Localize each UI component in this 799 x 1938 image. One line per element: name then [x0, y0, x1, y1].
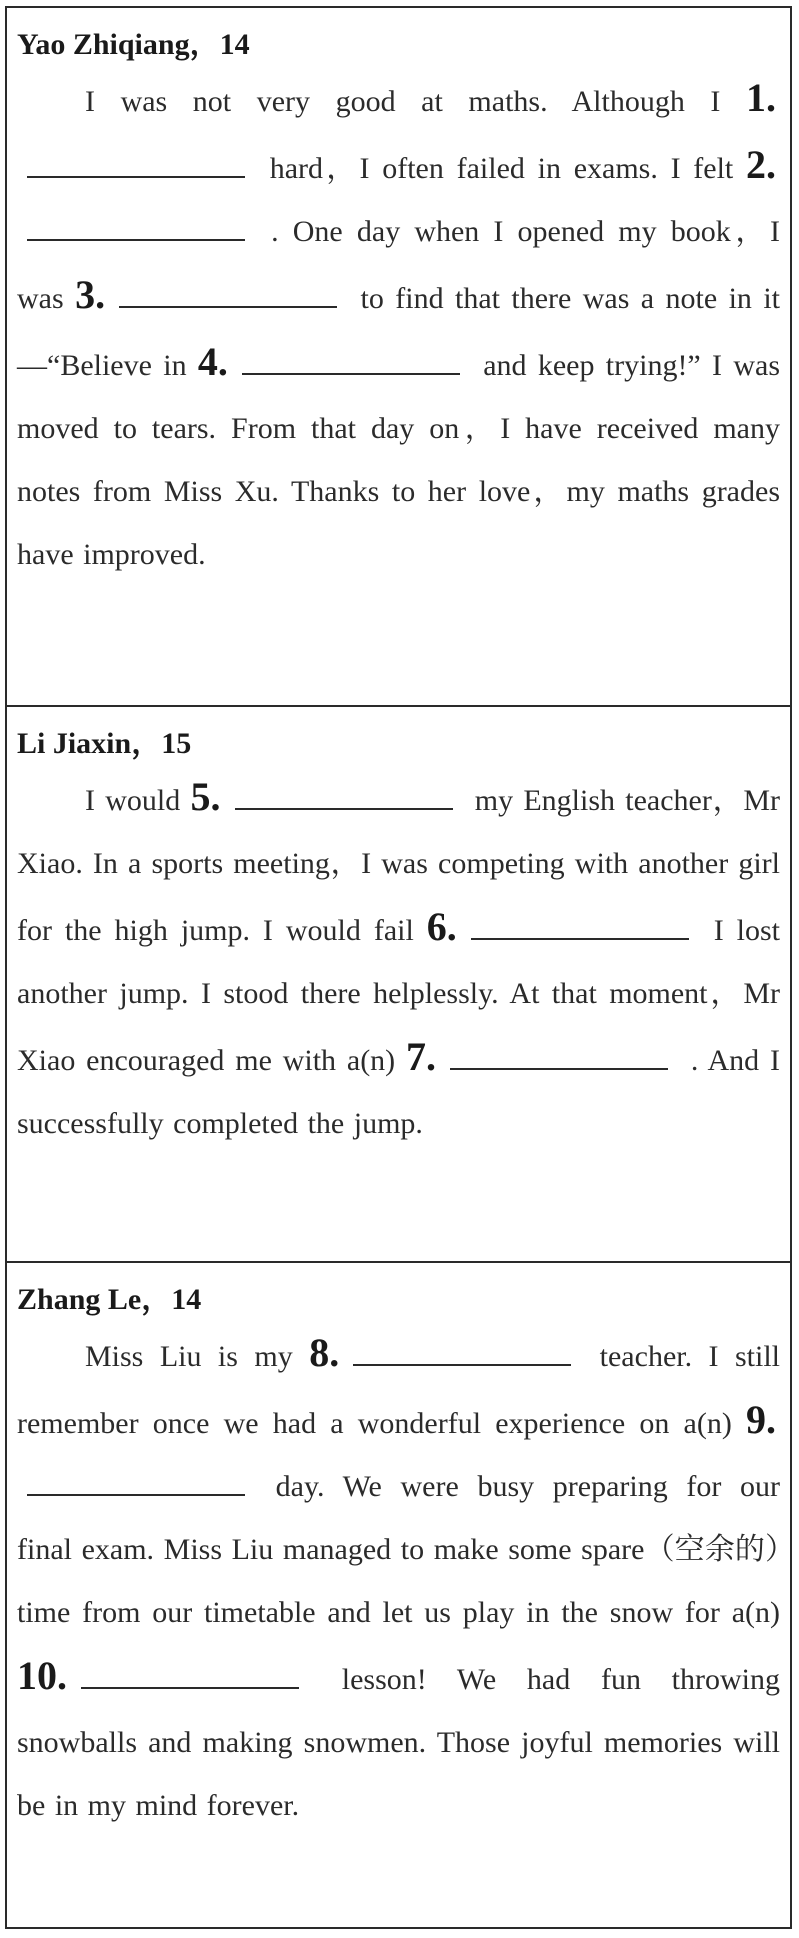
answer-blank[interactable]	[27, 213, 245, 241]
blank-number: 10.	[17, 1653, 67, 1698]
passage-text: . And I successfully completed the jump.	[17, 1044, 781, 1140]
answer-blank[interactable]	[235, 782, 453, 810]
passage-text: to find that there was a note in it—“Believe in	[17, 282, 781, 382]
section-2	[7, 705, 790, 1261]
passage-text: lesson! We had fun throwing snowballs and making snowmen. Those joyful memories will be in my mind forever.	[17, 1663, 781, 1822]
passage-text: I lost another jump. I stood there helplessly. At that moment，Mr Xiao encouraged me with a(n)	[17, 914, 780, 1077]
passage-text: Miss Liu is my	[85, 1340, 310, 1373]
answer-blank[interactable]	[27, 1468, 245, 1496]
answer-blank[interactable]	[450, 1042, 668, 1070]
passage-text: hard，I often failed in exams. I felt	[269, 152, 746, 185]
passage-text: I was not very good at maths. Although I	[85, 85, 746, 118]
passage-text: and keep trying!” I was moved to tears. From that day on，I have received many notes from Miss Xu. Thanks to her love，my maths grades have improved.	[17, 349, 781, 571]
passage-text: my English teacher，Mr Xiao. In a sports meeting，I was competing with another girl for the high jump. I would fail	[17, 784, 780, 947]
blank-number: 3.	[75, 272, 106, 317]
passage-text: . One day when I opened my book，I was	[17, 215, 781, 315]
answer-blank[interactable]	[27, 150, 245, 178]
section-header: Zhang Le，14	[17, 1283, 202, 1316]
blank-number: 5.	[190, 774, 221, 819]
passage-text: I would	[85, 784, 191, 817]
answer-blank[interactable]	[242, 347, 460, 375]
section-paragraph	[17, 765, 780, 1155]
blank-number: 2.	[746, 142, 776, 187]
answer-blank[interactable]	[471, 912, 689, 940]
section-3	[7, 1261, 790, 1931]
blank-number: 4.	[197, 339, 228, 384]
section-1	[7, 8, 790, 705]
passage-text: teacher. I still remember once we had a wonderful experience on a(n)	[17, 1340, 781, 1440]
section-header: Yao Zhiqiang，14	[17, 28, 250, 61]
section-paragraph	[17, 66, 780, 586]
blank-number: 7.	[406, 1034, 436, 1079]
answer-blank[interactable]	[119, 280, 337, 308]
blank-number: 9.	[746, 1397, 776, 1442]
section-header: Li Jiaxin，15	[17, 727, 192, 760]
blank-number: 6.	[426, 904, 457, 949]
answer-blank[interactable]	[353, 1338, 571, 1366]
passage-text: day. We were busy preparing for our final exam. Miss Liu managed to make some spare（空余的）time from our timetable and let us play in the snow for a(n)	[17, 1470, 780, 1629]
passage-frame	[5, 6, 792, 1929]
section-paragraph	[17, 1321, 780, 1837]
blank-number: 8.	[309, 1330, 340, 1375]
blank-number: 1.	[746, 75, 776, 120]
answer-blank[interactable]	[81, 1661, 299, 1689]
